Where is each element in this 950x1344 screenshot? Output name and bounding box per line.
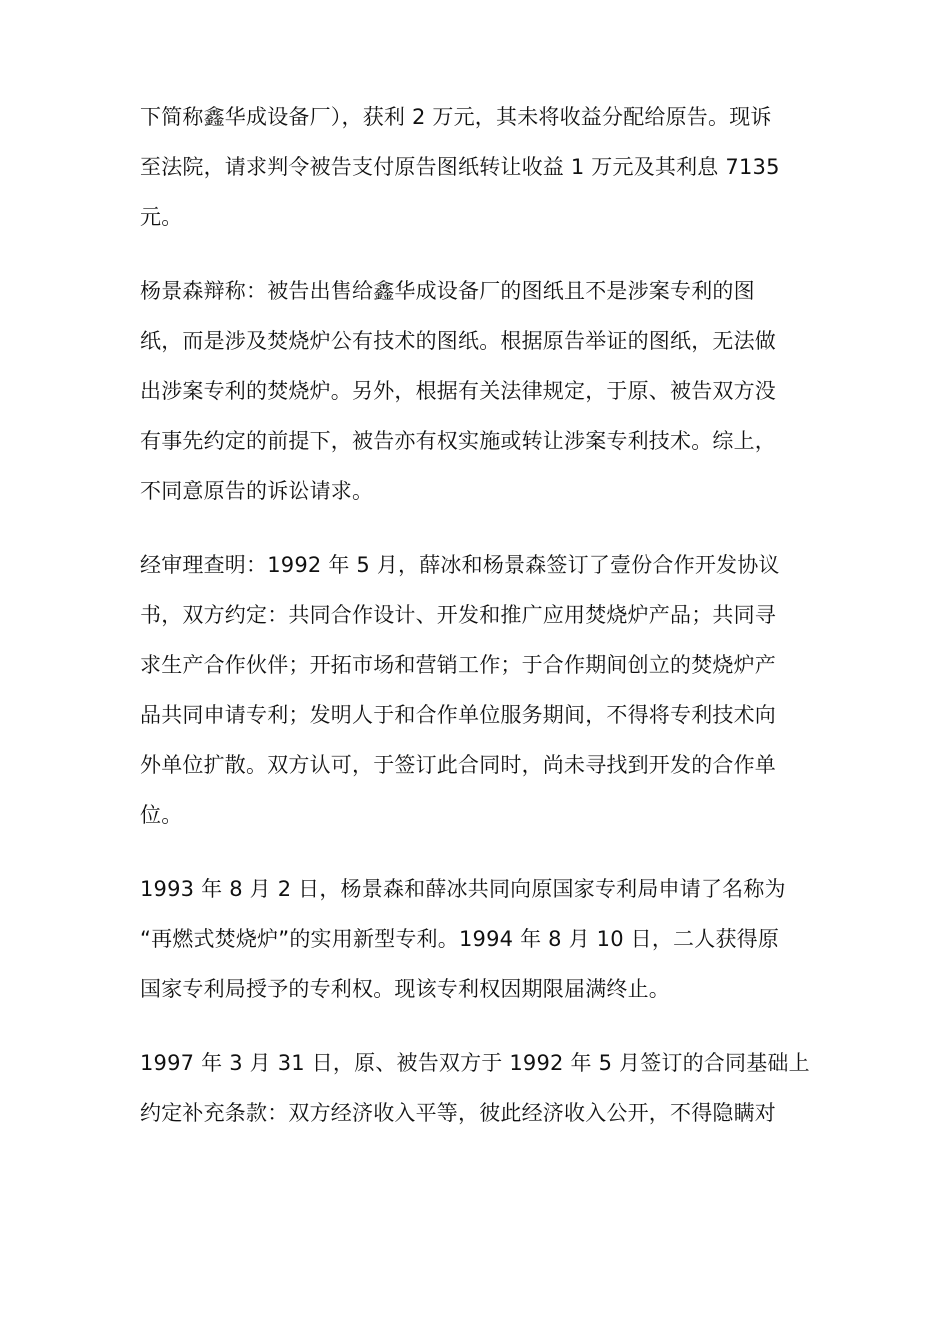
text-line: 至法院，请求判令被告支付原告图纸转让收益 1 万元及其利息 7135 (140, 155, 780, 179)
text-line: 品共同申请专利；发明人于和合作单位服务期间，不得将专利技术向 (140, 703, 776, 727)
paragraph-1 (140, 92, 816, 242)
text-line: 位。 (140, 803, 183, 827)
text-line: 书，双方约定：共同合作设计、开发和推广应用焚烧炉产品；共同寻 (140, 603, 776, 627)
text-line: 下简称鑫华成设备厂），获利 2 万元，其未将收益分配给原告。现诉 (140, 105, 772, 129)
text-line: 求生产合作伙伴；开拓市场和营销工作；于合作期间创立的焚烧炉产 (140, 653, 776, 677)
text-line: 元。 (140, 205, 183, 229)
text-line: 不同意原告的诉讼请求。 (140, 479, 374, 503)
text-line: 国家专利局授予的专利权。现该专利权因期限届满终止。 (140, 977, 670, 1001)
text-line: 约定补充条款：双方经济收入平等，彼此经济收入公开，不得隐瞒对 (140, 1101, 776, 1125)
text-line: 1997 年 3 月 31 日，原、被告双方于 1992 年 5 月签订的合同基础上 (140, 1051, 810, 1075)
text-line: 出涉案专利的焚烧炉。另外，根据有关法律规定，于原、被告双方没 (140, 379, 776, 403)
text-line: “再燃式焚烧炉”的实用新型专利。1994 年 8 月 10 日，二人获得原 (140, 927, 780, 951)
text-line: 1993 年 8 月 2 日，杨景森和薛冰共同向原国家专利局申请了名称为 (140, 877, 786, 901)
text-line: 有事先约定的前提下，被告亦有权实施或转让涉案专利技术。综上， (140, 429, 776, 453)
text-line: 杨景森辩称：被告出售给鑫华成设备厂的图纸且不是涉案专利的图 (140, 279, 755, 303)
text-line: 纸，而是涉及焚烧炉公有技术的图纸。根据原告举证的图纸，无法做 (140, 329, 776, 353)
paragraph-5 (140, 1038, 816, 1138)
paragraph-2 (140, 266, 816, 516)
paragraph-3 (140, 540, 816, 840)
text-line: 外单位扩散。双方认可，于签订此合同时，尚未寻找到开发的合作单 (140, 753, 776, 777)
document-body (140, 92, 816, 1162)
text-line: 经审理查明：1992 年 5 月，薛冰和杨景森签订了壹份合作开发协议 (140, 553, 780, 577)
paragraph-4 (140, 864, 816, 1014)
